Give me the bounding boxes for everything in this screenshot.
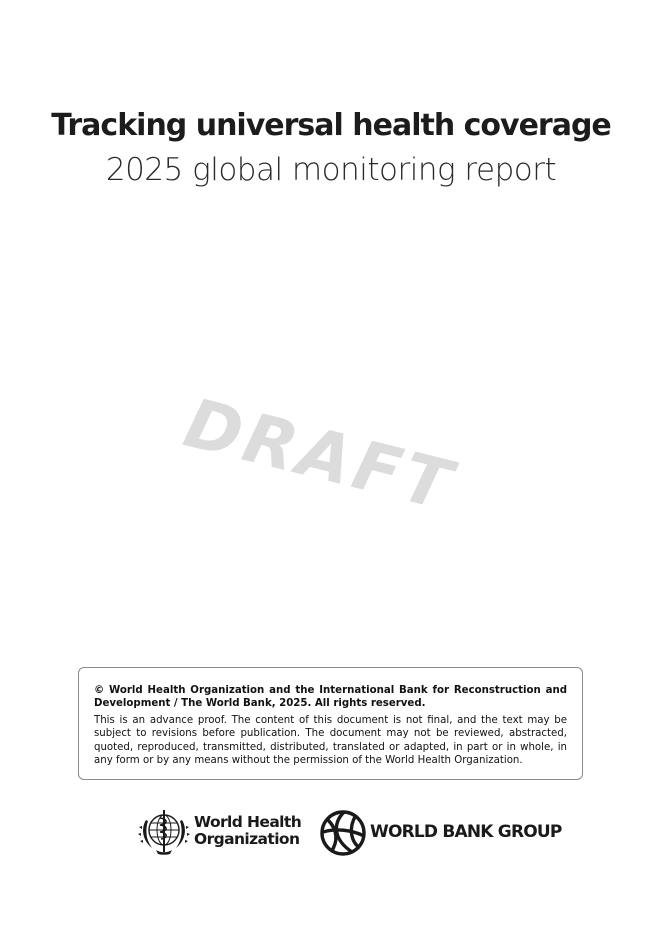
report-subtitle: 2025 global monitoring report bbox=[105, 152, 557, 188]
advance-proof-text: This is an advance proof. The content of this document is not final, and the text may be subject to revisions before publication. The document may not be reviewed, abstracted, quoted, reproduced, transmitted, distributed, translated or adapted, in part or in whole, in any form or by any means without the permission of the World Health Organization. bbox=[94, 714, 567, 767]
copyright-notice-box bbox=[78, 667, 583, 780]
who-name-line-1: World Health bbox=[194, 813, 302, 831]
report-title: Tracking universal health coverage bbox=[51, 108, 611, 143]
world-bank-globe-icon bbox=[318, 808, 368, 862]
who-name-line-2: Organization bbox=[194, 830, 300, 848]
who-name bbox=[194, 814, 301, 848]
who-emblem-icon bbox=[136, 806, 192, 860]
partner-logos bbox=[0, 806, 662, 860]
world-bank-group-name: WORLD BANK GROUP bbox=[370, 822, 562, 842]
draft-watermark: DRAFT bbox=[176, 384, 463, 528]
copyright-line: © World Health Organization and the International Bank for Reconstruction and Development / The World Bank, 2025. All rights reserved. bbox=[94, 685, 567, 710]
title-block bbox=[0, 104, 662, 192]
